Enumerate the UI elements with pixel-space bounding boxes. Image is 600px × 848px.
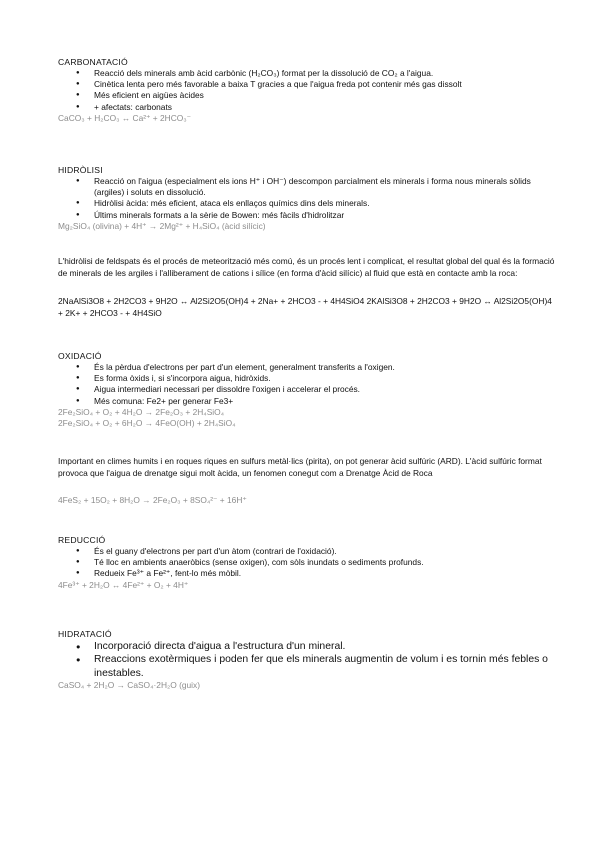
equation: 2Fe₂SiO₄ + O₂ + 6H₂O → 4FeO(OH) + 2H₄SiO₄	[58, 418, 236, 429]
list-item: ● Rreaccions exotèrmiques i poden fer que els minerals augmentin de volum i es tornin més febles o inestables.	[58, 653, 558, 680]
list-item: ● Més eficient en aigües àcides	[58, 90, 558, 101]
bullet-list	[58, 362, 558, 407]
bullet-list	[58, 640, 558, 680]
paragraph-feldspats: L'hidròlisi de feldspats és el procés de meteorització més comú, és un procés lent i complicat, el resultat global del qual és la formació de minerals de les argiles i l'alliberament de cations i sílice (en forma d'àcid silícic) al fluid que està en contacte amb la roca:	[58, 256, 555, 279]
list-item: ● Últims minerals formats a la sèrie de Bowen: més fàcils d'hidrolitzar	[58, 210, 558, 221]
list-item: ● Cinètica lenta pero més favorable a baixa T gracies a que l'aigua freda pot contenir més gas dissolt	[58, 79, 558, 90]
section-title: HIDRATACIÓ	[58, 629, 112, 639]
equation: CaCO₃ + H₂CO₃ ↔ Ca²⁺ + 2HCO₃⁻	[58, 112, 192, 123]
list-item: ● Incorporació directa d'aigua a l'estructura d'un mineral.	[58, 640, 558, 653]
reaction-feldspats: 2NaAlSi3O8 + 2H2CO3 + 9H2O ↔ Al2Si2O5(OH)4 + 2Na+ + 2HCO3 - + 4H4SiO4 2KAlSi3O8 + 2H2CO3 + 9H2O ↔ Al2Si2O5(OH)4 + 2K+ + 2HCO3 - + 4H4SiO	[58, 296, 552, 319]
section-title: REDUCCIÓ	[58, 535, 106, 545]
equation: CaSO₄ + 2H₂O → CaSO₄·2H₂O (guix)	[58, 680, 201, 691]
equation: Mg₂SiO₄ (olivina) + 4H⁺ → 2Mg²⁺ + H₄SiO₄ (àcid silícic)	[58, 220, 266, 231]
list-item: ● + afectats: carbonats	[58, 102, 558, 113]
bullet-list	[58, 546, 558, 580]
section-hidratacio	[58, 629, 558, 691]
section-title: HIDRÒLISI	[58, 165, 103, 175]
bullet-list	[58, 176, 558, 221]
list-item: ● Es forma òxids i, si s'incorpora aigua, hidròxids.	[58, 373, 558, 384]
equation: 2Fe₂SiO₄ + O₂ + 4H₂O → 2Fe₂O₃ + 2H₄SiO₄	[58, 406, 225, 417]
section-title: OXIDACIÓ	[58, 351, 102, 361]
section-oxidacio	[58, 351, 558, 429]
list-item: ● Redueix Fe³⁺ a Fe²⁺, fent-lo més mòbil.	[58, 568, 558, 579]
list-item: ● Reacció on l'aigua (especialment els ions H⁺ i OH⁻) descompon parcialment els minerals i forma nous minerals sòlids (argiles) i soluts en dissolució.	[58, 176, 558, 198]
list-item: ● Aigua intermediari necessari per dissoldre l'oxigen i accelerar el procés.	[58, 384, 558, 395]
list-item: ● Més comuna: Fe2+ per generar Fe3+	[58, 396, 558, 407]
equation-pirita: 4FeS₂ + 15O₂ + 8H₂O → 2Fe₂O₃ + 8SO₄²⁻ + 16H⁺	[58, 495, 247, 505]
section-reduccio	[58, 535, 558, 591]
list-item: ● Reacció dels minerals amb àcid carbònic (H₂CO₃) format per la dissolució de CO₂ a l'aigua.	[58, 68, 558, 79]
paragraph-ard: Important en climes humits i en roques riques en sulfurs metàl·lics (pirita), on pot generar àcid sulfúric (ARD). L'àcid sulfúric format provoca que l'aigua de drenatge sigui molt àcida, un fenomen conegut com a Drenatge Àcid de Roca	[58, 456, 542, 479]
bullet-list	[58, 68, 558, 113]
section-title: CARBONATACIÓ	[58, 57, 128, 67]
list-item: ● Hidròlisi àcida: més eficient, ataca els enllaços químics dins dels minerals.	[58, 198, 558, 209]
list-item: ● És la pèrdua d'electrons per part d'un element, generalment transferits a l'oxigen.	[58, 362, 558, 373]
section-hidrolisi	[58, 165, 558, 232]
equation: 4Fe³⁺ + 2H₂O ↔ 4Fe²⁺ + O₂ + 4H⁺	[58, 579, 189, 590]
section-carbonatacio	[58, 57, 558, 124]
list-item: ● Té lloc en ambients anaeròbics (sense oxigen), com sòls inundats o sediments profunds.	[58, 557, 558, 568]
list-item: ● És el guany d'electrons per part d'un àtom (contrari de l'oxidació).	[58, 546, 558, 557]
